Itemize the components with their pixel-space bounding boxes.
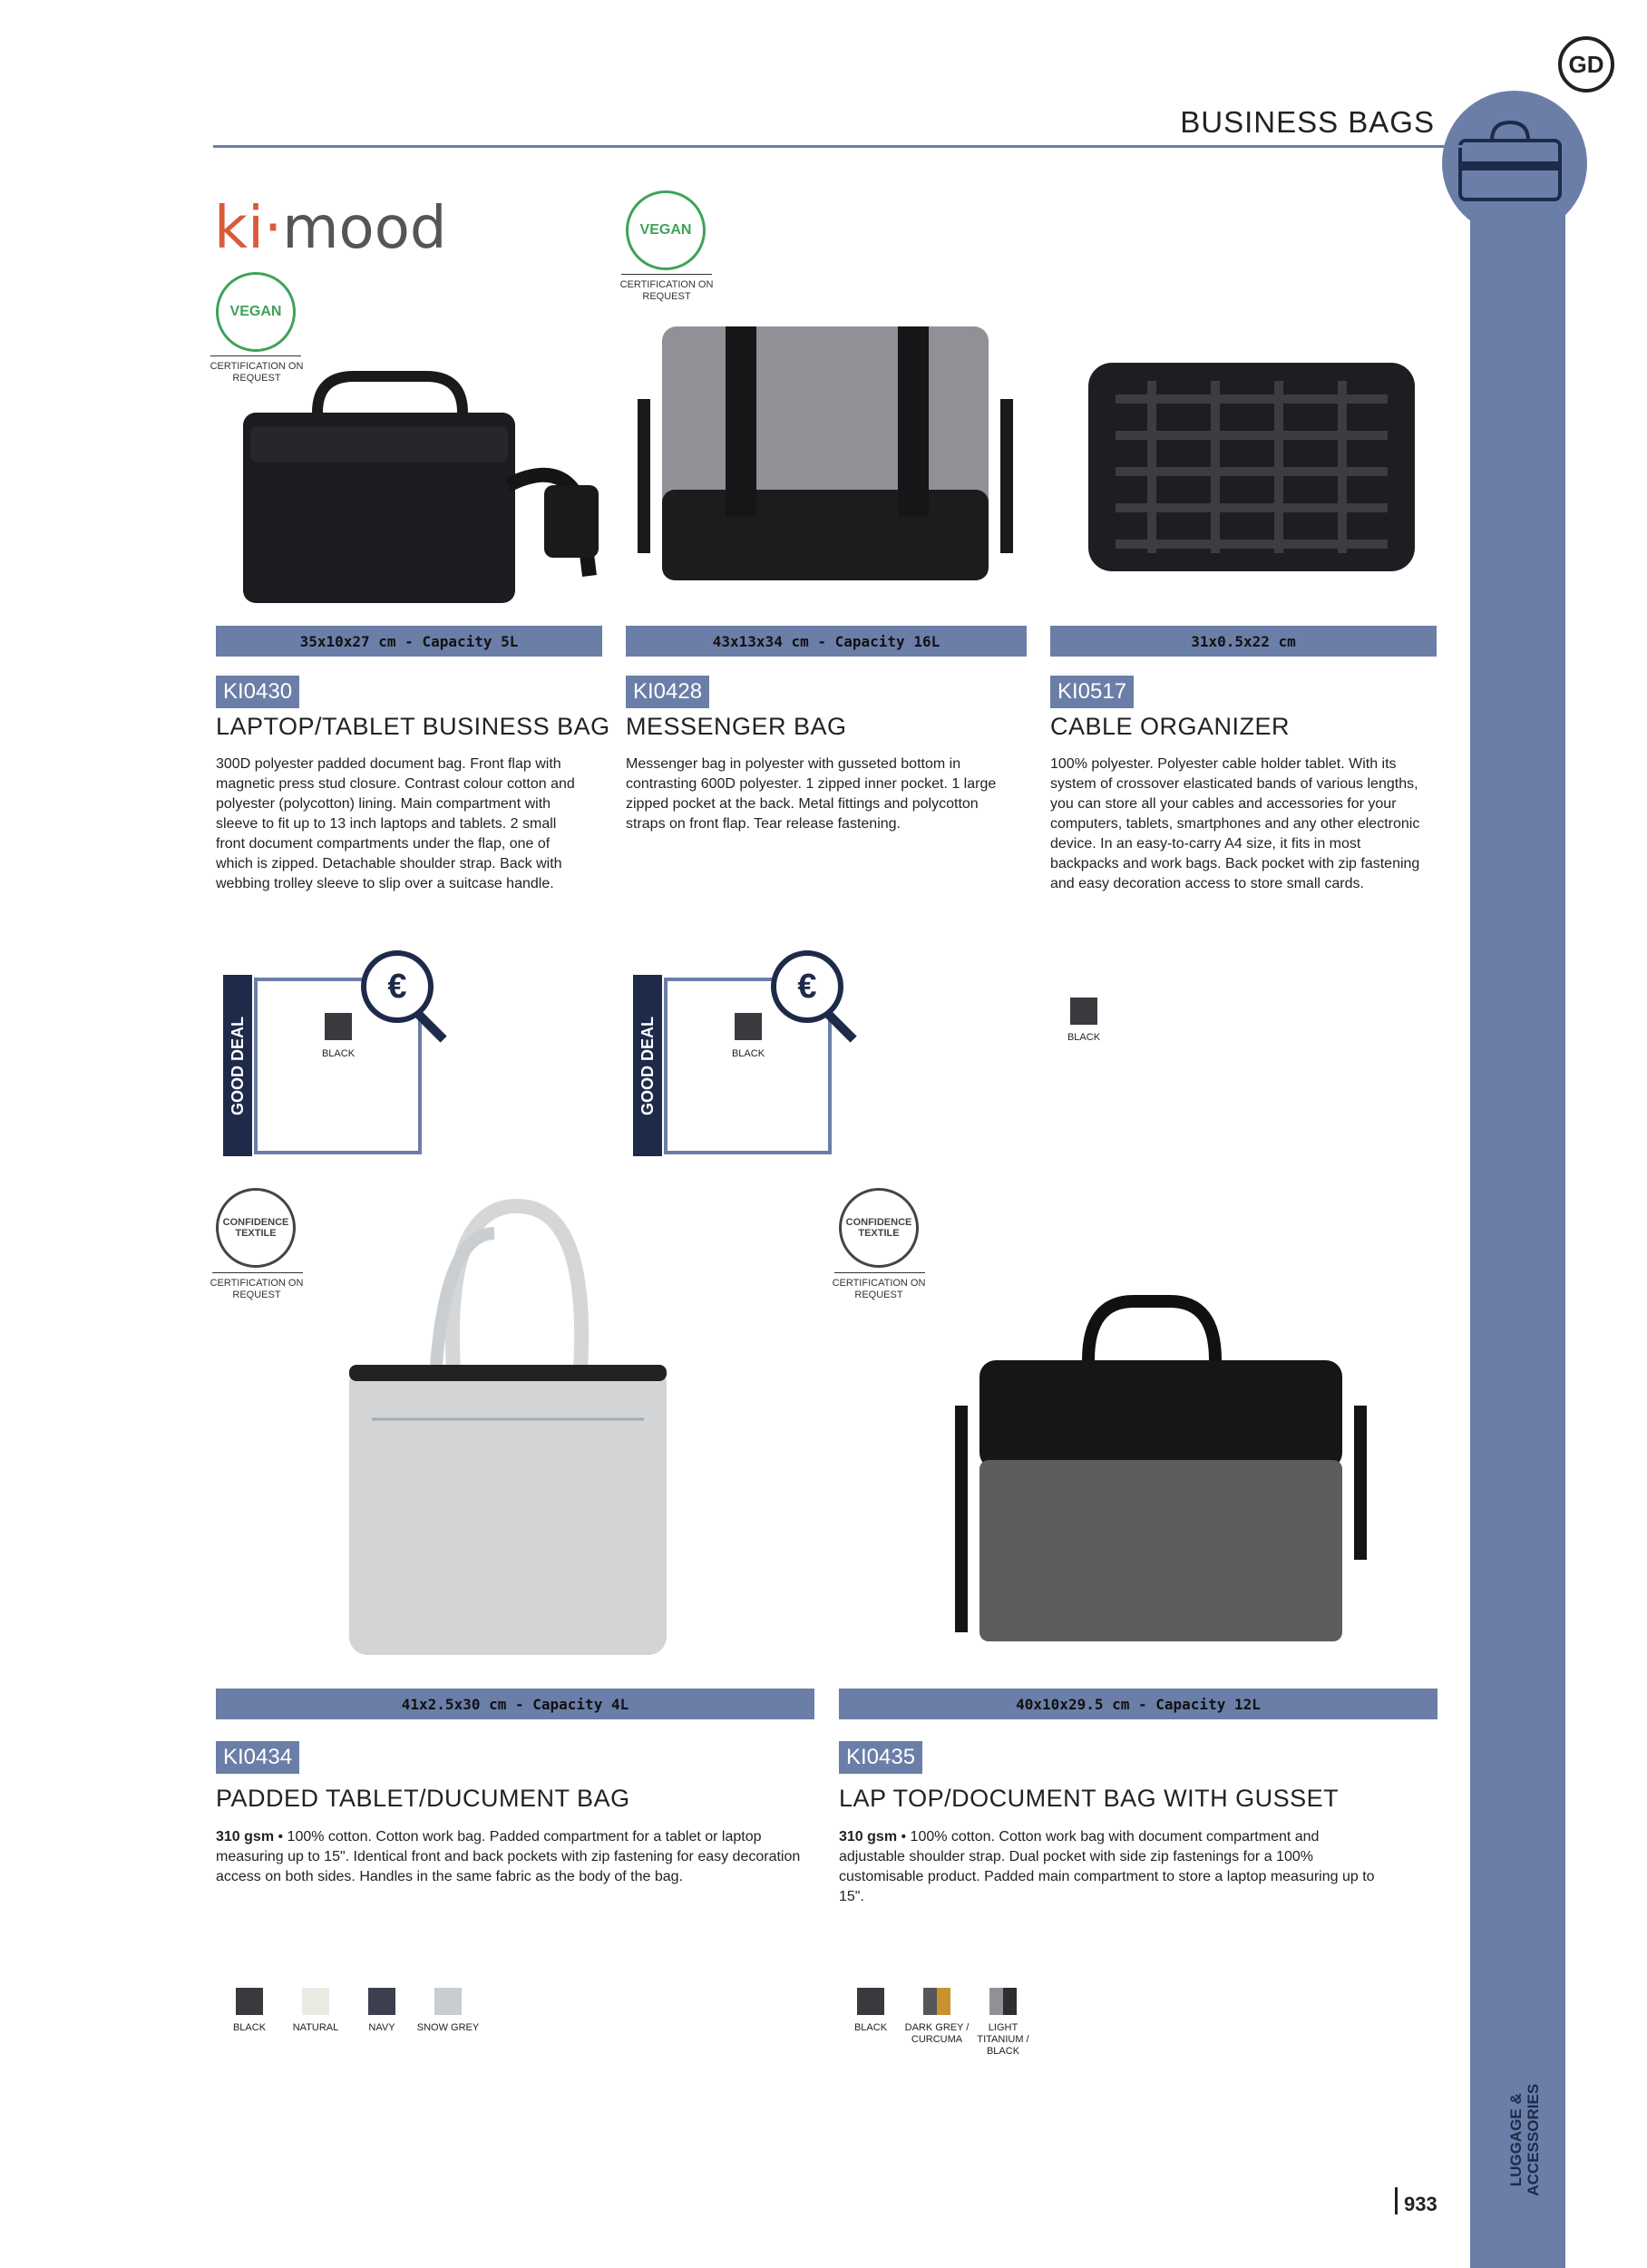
color-label: LIGHT TITANIUM / BLACK (977, 2022, 1029, 2058)
color-label: SNOW GREY (416, 2022, 480, 2033)
product-image-ki0517 (1079, 354, 1424, 580)
product-image-ki0434 (345, 1197, 689, 1669)
page-title: BUSINESS BAGS (1180, 105, 1435, 139)
color-label: BLACK (321, 1048, 356, 1059)
product-ref: KI0428 (626, 676, 709, 708)
product-description: 310 gsm • 100% cotton. Cotton work bag with document compartment and adjustable shoulder strap. Dual pocket with side zip fastenings for a 100% customisable product. Padded main compartment to store a laptop measuring up to 15". (839, 1829, 1375, 1904)
color-label: BLACK (853, 2022, 888, 2033)
confidence-textile-badge: CONFIDENCE TEXTILE (839, 1188, 919, 1268)
color-swatch (325, 1013, 352, 1040)
sidebar-band (1470, 145, 1565, 2268)
product-ref: KI0435 (839, 1741, 922, 1774)
color-label: DARK GREY / CURCUMA (904, 2022, 970, 2046)
kimood-logo: ki·mood (214, 195, 447, 262)
product-image-ki0435 (943, 1288, 1379, 1669)
cert-divider (210, 355, 301, 356)
cert-divider (834, 1272, 925, 1273)
color-swatch (735, 1013, 762, 1040)
good-deal-band: GOOD DEAL (223, 975, 252, 1156)
cert-divider (621, 274, 712, 275)
color-swatch (923, 1988, 950, 2015)
euro-search-icon: € (771, 950, 843, 1023)
product-name: LAP TOP/DOCUMENT BAG WITH GUSSET (839, 1785, 1340, 1812)
color-label: NATURAL (292, 2022, 339, 2033)
brand-logo: GD (1558, 36, 1614, 92)
color-swatch (989, 1988, 1017, 2015)
category-circle (1442, 91, 1587, 236)
product-image-ki0428 (626, 317, 1025, 599)
size-bar: 35x10x27 cm - Capacity 5L (216, 626, 602, 657)
product-description: 300D polyester padded document bag. Front flap with magnetic press stud closure. Contrast colour cotton and polyester (polycotton) lining. Main compartment with sleeve to fit up to 13 inch laptops and tablets. 2 small front document compartments under the flap, one of which is zipped. Detachable shoulder strap. Back with webbing trolley sleeve to slip over a suitcase handle. (216, 756, 575, 891)
color-swatch (857, 1988, 884, 2015)
cert-note: CERTIFICATION ON REQUEST (210, 361, 304, 384)
size-bar: 43x13x34 cm - Capacity 16L (626, 626, 1027, 657)
size-bar: 31x0.5x22 cm (1050, 626, 1437, 657)
color-swatch (1070, 998, 1097, 1025)
sidebar-category-label: LUGGAGE & ACCESSORIES (1507, 2084, 1542, 2196)
good-deal-band: GOOD DEAL (633, 975, 662, 1156)
product-description: 310 gsm • 100% cotton. Cotton work bag. Padded compartment for a tablet or laptop measuring up to 15". Identical front and back pockets with zip fastening for easy decoration access on both sides. Handles in the same fabric as the body of the bag. (216, 1829, 801, 1884)
product-description: Messenger bag in polyester with gusseted bottom in contrasting 600D polyester. 1 zipped inner pocket. 1 large zipped pocket at the back. Metal fittings and polycotton straps on front flap. Tear release fastening. (626, 756, 997, 832)
euro-search-icon: € (361, 950, 434, 1023)
product-image-ki0430 (218, 358, 608, 608)
color-label: BLACK (232, 2022, 267, 2033)
cert-divider (212, 1272, 303, 1273)
vegan-badge: VEGAN (216, 272, 296, 352)
color-swatch (302, 1988, 329, 2015)
header-divider (213, 145, 1501, 148)
product-ref: KI0517 (1050, 676, 1134, 708)
color-swatch (434, 1988, 462, 2015)
color-swatch (368, 1988, 395, 2015)
product-name: CABLE ORGANIZER (1050, 713, 1291, 740)
product-name: LAPTOP/TABLET BUSINESS BAG (216, 713, 610, 740)
confidence-textile-badge: CONFIDENCE TEXTILE (216, 1188, 296, 1268)
product-description: 100% polyester. Polyester cable holder tablet. With its system of crossover elasticated bands of various lengths, you can store all your cables and accessories for your computers, tablets, smartphones and any other electronic device. In an easy-to-carry A4 size, it fits in most backpacks and work bags. Back pocket with zip fastening and easy decoration access to store small cards. (1050, 756, 1420, 891)
vegan-badge: VEGAN (626, 190, 706, 270)
product-name: MESSENGER BAG (626, 713, 847, 740)
color-label: NAVY (368, 2022, 395, 2033)
product-ref: KI0434 (216, 1741, 299, 1774)
product-ref: KI0430 (216, 676, 299, 708)
cert-note: CERTIFICATION ON REQUEST (210, 1278, 304, 1301)
size-bar: 40x10x29.5 cm - Capacity 12L (839, 1689, 1437, 1719)
color-label: BLACK (731, 1048, 765, 1059)
color-label: BLACK (1067, 1032, 1101, 1043)
page-number-divider (1395, 2187, 1398, 2214)
cert-note: CERTIFICATION ON REQUEST (832, 1278, 926, 1301)
size-bar: 41x2.5x30 cm - Capacity 4L (216, 1689, 814, 1719)
bag-icon (1442, 91, 1587, 236)
color-swatch (236, 1988, 263, 2015)
cert-note: CERTIFICATION ON REQUEST (619, 279, 714, 303)
page-number: 933 (1404, 2193, 1437, 2215)
product-name: PADDED TABLET/DUCUMENT BAG (216, 1785, 630, 1812)
